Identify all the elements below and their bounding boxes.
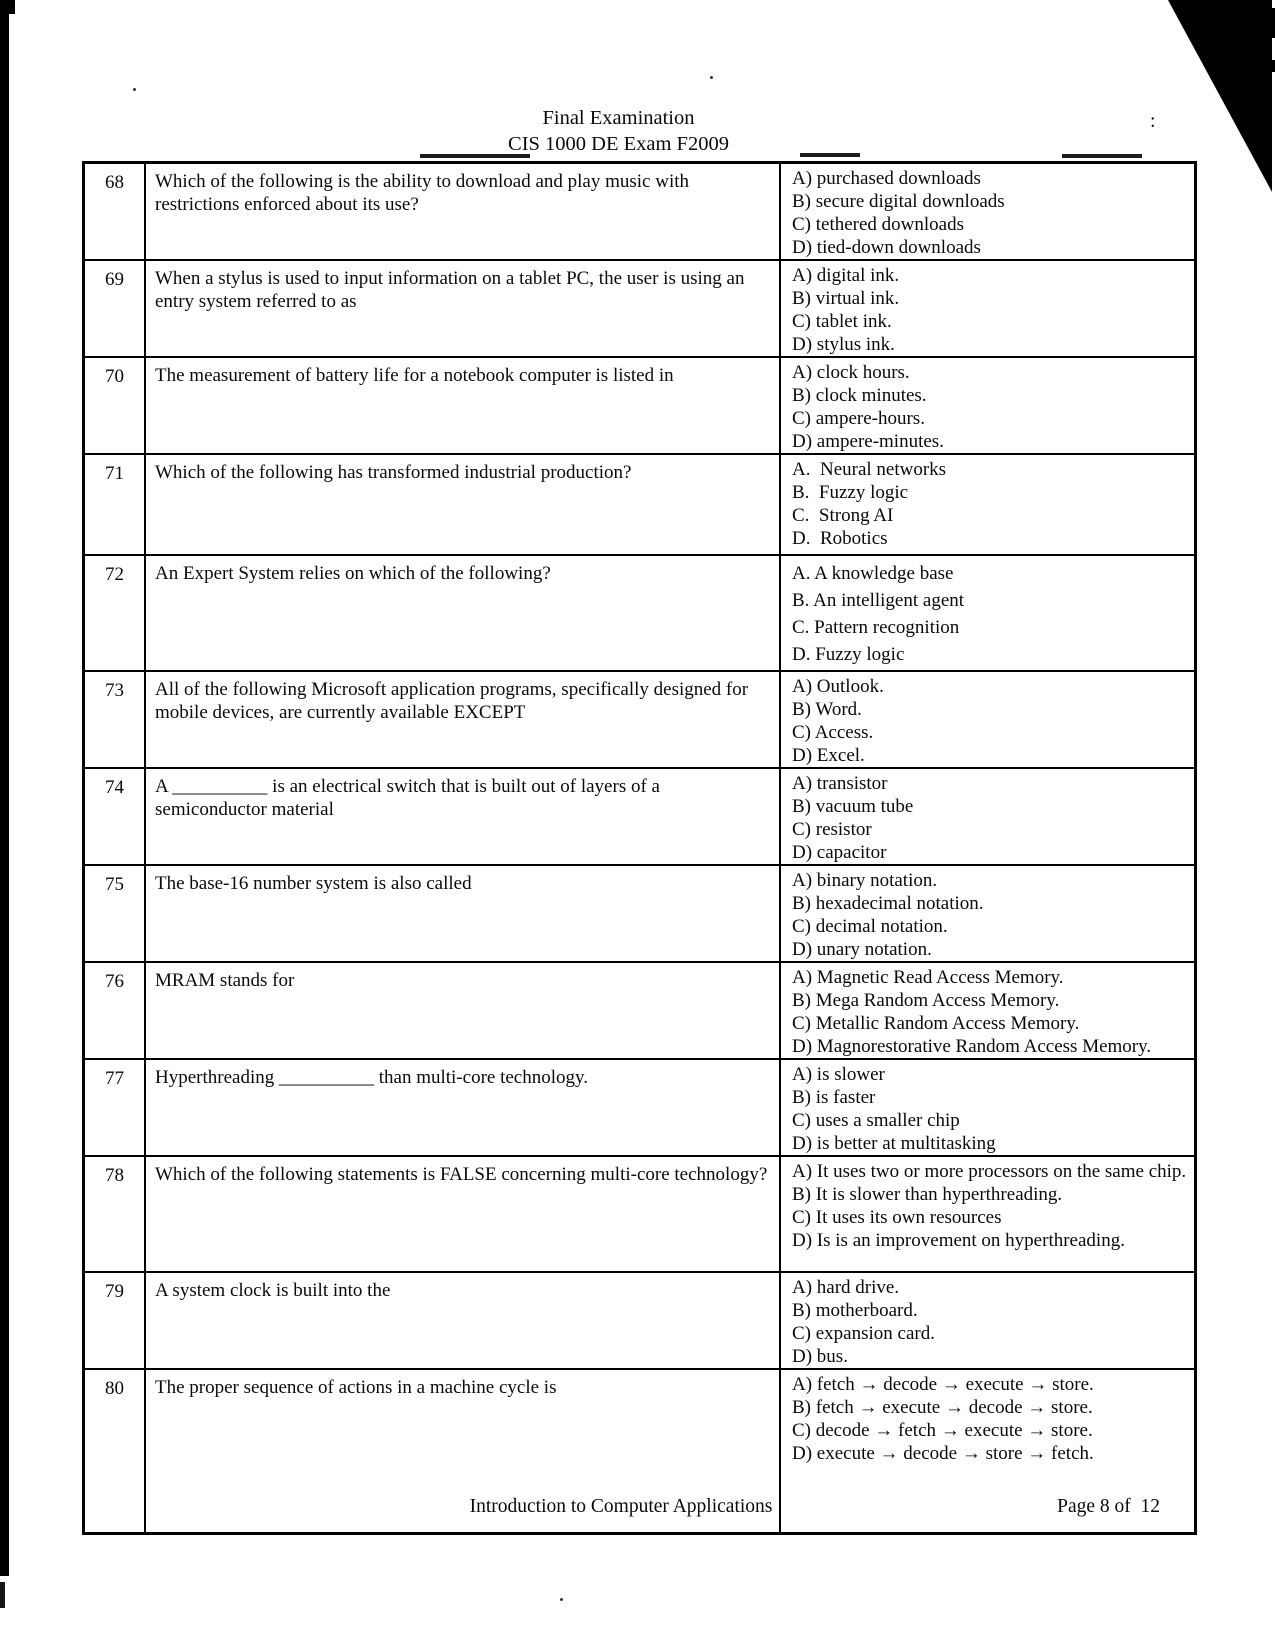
table-row	[84, 1272, 1196, 1369]
question-text: An Expert System relies on which of the following?	[145, 555, 780, 671]
answer-option: A) is slower	[792, 1064, 885, 1085]
answer-option: D) unary notation.	[792, 939, 932, 960]
question-number: 74	[84, 768, 146, 865]
answer-option: B) fetch → execute → decode → store.	[792, 1397, 1093, 1418]
table-row	[84, 555, 1196, 671]
answer-option: B) motherboard.	[792, 1300, 918, 1321]
question-text: The measurement of battery life for a notebook computer is listed in	[145, 357, 780, 454]
table-row	[84, 163, 1196, 261]
table-row	[84, 768, 1196, 865]
answer-option: C) tablet ink.	[792, 311, 892, 332]
table-row	[84, 260, 1196, 357]
answer-option: C) ampere-hours.	[792, 408, 925, 429]
answer-option: A) transistor	[792, 773, 888, 794]
question-number: 76	[84, 962, 146, 1059]
question-number: 71	[84, 454, 146, 555]
answer-options-cell	[780, 163, 1196, 261]
answer-options-cell	[780, 1156, 1196, 1272]
answer-option: A) hard drive.	[792, 1277, 900, 1298]
answer-option: B) Mega Random Access Memory.	[792, 990, 1060, 1011]
table-row	[84, 357, 1196, 454]
answer-option: C) Metallic Random Access Memory.	[792, 1013, 1080, 1034]
answer-option: D. Fuzzy logic	[792, 644, 905, 665]
answer-option: D) ampere-minutes.	[792, 431, 944, 452]
question-number: 69	[84, 260, 146, 357]
answer-options-cell	[780, 1272, 1196, 1369]
answer-option: D) capacitor	[792, 842, 887, 863]
answer-options-cell	[780, 357, 1196, 454]
question-text: MRAM stands for	[145, 962, 780, 1059]
answer-option: C) decode → fetch → execute → store.	[792, 1420, 1093, 1441]
answer-option: C. Strong AI	[792, 505, 894, 526]
answer-option: D) bus.	[792, 1346, 848, 1367]
answer-option: D) is better at multitasking	[792, 1133, 996, 1154]
question-text: Which of the following is the ability to download and play music with restrictions enforced about its use?	[145, 163, 780, 261]
answer-option: D) Magnorestorative Random Access Memory.	[792, 1036, 1152, 1057]
answer-option: D) tied-down downloads	[792, 237, 981, 258]
answer-option: B. Fuzzy logic	[792, 482, 909, 503]
scan-artifact-right-sliver	[1271, 60, 1275, 72]
answer-option: D) execute → decode → store → fetch.	[792, 1443, 1094, 1464]
scan-artifact-left-tail	[0, 1582, 5, 1608]
answer-option: C) decimal notation.	[792, 916, 948, 937]
answer-option: B) secure digital downloads	[792, 191, 1005, 212]
answer-option: A) Magnetic Read Access Memory.	[792, 967, 1064, 988]
page-footer	[82, 1496, 1160, 1518]
footer-page-number: Page 8 of 12	[1057, 1496, 1160, 1517]
answer-option: A. A knowledge base	[792, 563, 954, 584]
answer-options-cell	[780, 260, 1196, 357]
answer-option: C) tethered downloads	[792, 214, 965, 235]
scan-speck	[560, 1598, 563, 1601]
question-number: 79	[84, 1272, 146, 1369]
question-text: A system clock is built into the	[145, 1272, 780, 1369]
scan-speck	[133, 88, 136, 91]
question-number: 80	[84, 1369, 146, 1533]
scan-artifact-left-blob	[0, 0, 15, 14]
answer-option: D) Is is an improvement on hyperthreading.	[792, 1230, 1125, 1251]
table-row	[84, 454, 1196, 555]
answer-option: B) hexadecimal notation.	[792, 893, 984, 914]
answer-option: A) It uses two or more processors on the same chip.	[792, 1161, 1187, 1182]
question-number: 70	[84, 357, 146, 454]
question-text: All of the following Microsoft application programs, specifically designed for mobile devices, are currently available EXCEPT	[145, 671, 780, 768]
answer-options-cell	[780, 768, 1196, 865]
question-text: Hyperthreading __________ than multi-core technology.	[145, 1059, 780, 1156]
answer-options-cell	[780, 671, 1196, 768]
answer-option: D) stylus ink.	[792, 334, 895, 355]
answer-option: A) binary notation.	[792, 870, 938, 891]
scan-artifact-left-edge	[0, 0, 9, 1576]
answer-option: C) resistor	[792, 819, 872, 840]
exam-subtitle: CIS 1000 DE Exam F2009	[508, 133, 729, 156]
question-number: 72	[84, 555, 146, 671]
question-text: A __________ is an electrical switch that is built out of layers of a semiconductor material	[145, 768, 780, 865]
table-row	[84, 1059, 1196, 1156]
answer-option: D) Excel.	[792, 745, 865, 766]
answer-option: B) is faster	[792, 1087, 876, 1108]
answer-options-cell	[780, 962, 1196, 1059]
answer-option: B) Word.	[792, 699, 862, 720]
table-row	[84, 962, 1196, 1059]
answer-option: C) uses a smaller chip	[792, 1110, 960, 1131]
scan-mark-colon: :	[1150, 110, 1156, 132]
footer-course-title: Introduction to Computer Applications	[469, 1496, 773, 1517]
answer-option: B. An intelligent agent	[792, 590, 965, 611]
answer-option: A) clock hours.	[792, 362, 910, 383]
answer-option: C) Access.	[792, 722, 874, 743]
exam-title: Final Examination	[542, 107, 695, 129]
question-number: 73	[84, 671, 146, 768]
answer-option: D. Robotics	[792, 528, 888, 549]
answer-option: C) expansion card.	[792, 1323, 935, 1344]
answer-option: C. Pattern recognition	[792, 617, 960, 638]
answer-option: B) It is slower than hyperthreading.	[792, 1184, 1063, 1205]
question-text: Which of the following statements is FALSE concerning multi-core technology?	[145, 1156, 780, 1272]
answer-option: A) purchased downloads	[792, 168, 981, 189]
answer-option: B) virtual ink.	[792, 288, 900, 309]
question-number: 68	[84, 163, 146, 261]
answer-options-cell	[780, 555, 1196, 671]
table-row	[84, 1156, 1196, 1272]
answer-option: B) clock minutes.	[792, 385, 927, 406]
question-number: 77	[84, 1059, 146, 1156]
answer-option: A) digital ink.	[792, 265, 900, 286]
scan-artifact-right-sliver	[1271, 8, 1275, 38]
exam-header	[82, 105, 1155, 157]
answer-option: A. Neural networks	[792, 459, 947, 480]
question-number: 78	[84, 1156, 146, 1272]
question-text: When a stylus is used to input information on a tablet PC, the user is using an entry system referred to as	[145, 260, 780, 357]
questions-table	[82, 161, 1197, 1535]
answer-option: A) Outlook.	[792, 676, 884, 697]
table-row	[84, 671, 1196, 768]
answer-options-cell	[780, 865, 1196, 962]
question-number: 75	[84, 865, 146, 962]
answer-option: C) It uses its own resources	[792, 1207, 1002, 1228]
answer-option: B) vacuum tube	[792, 796, 914, 817]
question-text: The proper sequence of actions in a machine cycle is	[145, 1369, 780, 1533]
question-text: The base-16 number system is also called	[145, 865, 780, 962]
answer-option: A) fetch → decode → execute → store.	[792, 1374, 1094, 1395]
scan-speck	[710, 76, 713, 79]
question-text: Which of the following has transformed industrial production?	[145, 454, 780, 555]
answer-options-cell	[780, 1059, 1196, 1156]
answer-options-cell	[780, 454, 1196, 555]
table-row	[84, 865, 1196, 962]
